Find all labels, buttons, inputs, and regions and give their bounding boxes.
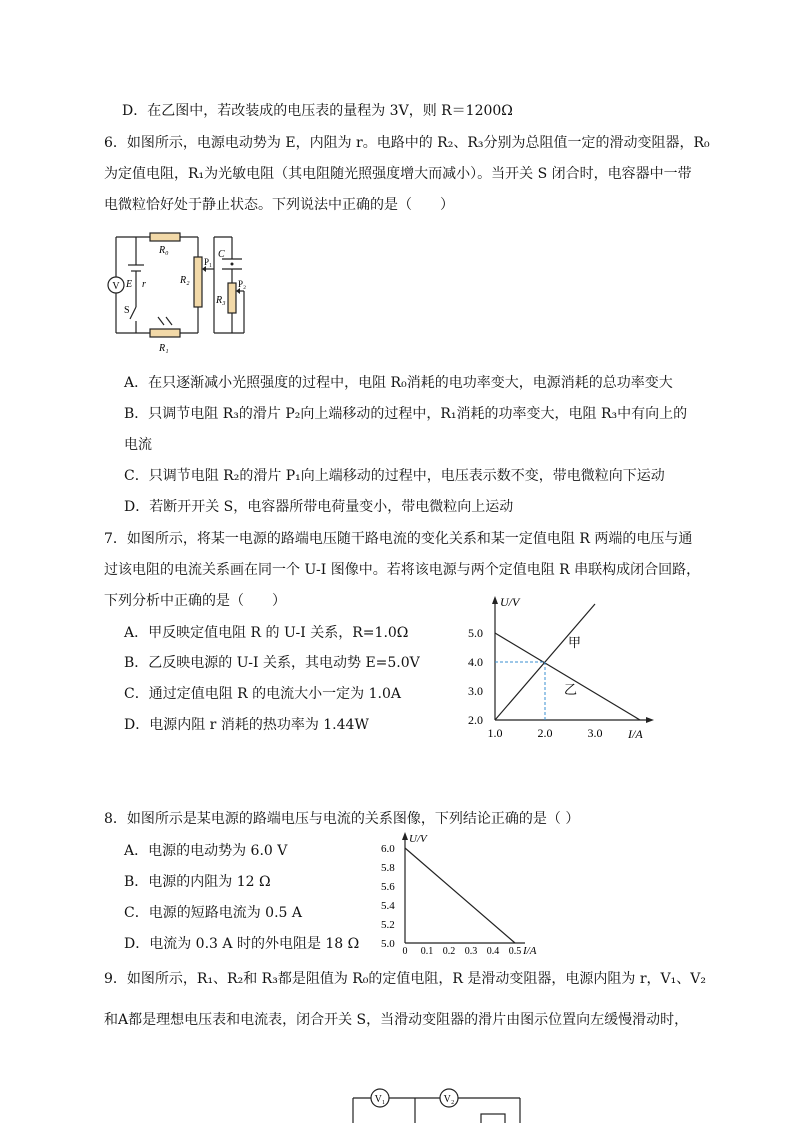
q6-fig-r1-label: R₁: [159, 343, 169, 354]
q7-ytick-2: 2.0: [468, 713, 483, 727]
q6-fig-r3-label: R₃: [216, 295, 226, 306]
q7-ylabel: U/V: [500, 595, 520, 609]
q8-xtick-0.2: 0.2: [442, 946, 456, 957]
q7-xtick-1: 1.0: [487, 726, 503, 740]
q7-option-a: A．甲反映定值电阻 R 的 U-I 关系，R=1.0Ω: [124, 625, 409, 641]
q6-fig-r0-label: R₀: [159, 245, 169, 256]
q6-stem-line-1: 6．如图所示，电源电动势为 E，内阻为 r。电路中的 R₂、R₃分别为总阻值一定的滑动变阻器，R₀: [104, 135, 710, 151]
q8-ytick-5.2: 5.2: [381, 919, 395, 931]
q7-stem-line-1: 7．如图所示，将某一电源的路端电压随干路电流的变化关系和某一定值电阻 R 两端的电压与通: [104, 531, 693, 547]
q7-xlabel: I/A: [628, 727, 643, 741]
q6-fig-r-label: r: [142, 279, 146, 290]
q8-ylabel: U/V: [409, 833, 427, 845]
q6-fig-c-label: C: [218, 249, 225, 260]
q8-ytick-5.4: 5.4: [381, 900, 395, 912]
q9-stem-line-2: 和A都是理想电压表和电流表，闭合开关 S，当滑动变阻器的滑片由图示位置向左缓慢滑动时，: [104, 1012, 689, 1028]
q6-option-b-cont: 电流: [124, 437, 152, 453]
q6-option-c: C．只调节电阻 R₂的滑片 P₁向上端移动的过程中，电压表示数不变，带电微粒向下运动: [124, 468, 665, 484]
q7-stem-line-2: 过该电阻的电流关系画在同一个 U-I 图像中。若将该电源与两个定值电阻 R 串联构成闭合回路，: [104, 562, 701, 578]
q7-xtick-3: 3.0: [587, 726, 603, 740]
q7-label-jia: 甲: [568, 635, 582, 650]
q8-xtick-0.5: 0.5: [508, 946, 522, 957]
q6-circuit-diagram: [100, 225, 260, 360]
q6-option-a: A．在只逐渐减小光照强度的过程中，电阻 R₀消耗的电功率变大，电源消耗的总功率变大: [124, 375, 673, 391]
q9-stem-line-1: 9．如图所示，R₁、R₂和 R₃都是阻值为 R₀的定值电阻，R 是滑动变阻器，电源内阻为 r，V₁、V₂: [104, 971, 706, 987]
q7-ui-graph: [460, 590, 660, 745]
q8-option-d: D．电流为 0.3 A 时的外电阻是 18 Ω: [124, 936, 360, 952]
q8-option-a: A．电源的电动势为 6.0 V: [124, 843, 288, 859]
q7-xtick-2: 2.0: [537, 726, 553, 740]
q8-xtick-0.1: 0.1: [420, 946, 434, 957]
q8-ytick-5.0: 5.0: [381, 938, 395, 950]
q7-ytick-3: 3.0: [468, 684, 483, 698]
q6-fig-p2-label: P₂: [238, 279, 247, 289]
q6-option-b: B．只调节电阻 R₃的滑片 P₂向上端移动的过程中，R₁消耗的功率变大，电阻 R₃中有向上的: [124, 406, 688, 422]
q8-xtick-0: 0: [402, 946, 408, 957]
q8-option-c: C．电源的短路电流为 0.5 A: [124, 905, 302, 921]
q8-ytick-6.0: 6.0: [381, 843, 395, 855]
q7-stem-line-3: 下列分析中正确的是（ ）: [104, 593, 286, 609]
q6-fig-e-label: E: [126, 279, 133, 290]
q7-ytick-5: 5.0: [468, 626, 483, 640]
q6-fig-voltmeter-label: V: [112, 281, 120, 292]
q6-fig-s-label: S: [124, 305, 130, 316]
q6-stem-line-2: 为定值电阻，R₁为光敏电阻（其电阻随光照强度增大而减小）。当开关 S 闭合时，电容器中一带: [104, 166, 692, 182]
q6-fig-p1-label: P₁: [204, 257, 213, 267]
q6-stem-line-3: 电微粒恰好处于静止状态。下列说法中正确的是（ ）: [104, 197, 454, 213]
q7-option-d: D．电源内阻 r 消耗的热功率为 1.44W: [124, 717, 369, 733]
q7-label-yi: 乙: [564, 682, 578, 697]
q8-series-line: [405, 848, 515, 943]
q8-stem: 8．如图所示是某电源的路端电压与电流的关系图像，下列结论正确的是（ ）: [104, 811, 580, 827]
q7-option-c: C．通过定值电阻 R 的电流大小一定为 1.0A: [124, 686, 401, 702]
q8-ui-graph: [375, 828, 550, 958]
q9-fig-v1-label: V₁: [374, 1094, 386, 1105]
q7-option-b: B．乙反映电源的 U-I 关系，其电动势 E=5.0V: [124, 655, 420, 671]
q8-ytick-5.6: 5.6: [381, 881, 395, 893]
q9-fig-v2-label: V₂: [443, 1094, 455, 1105]
q8-xtick-0.3: 0.3: [464, 946, 478, 957]
q8-option-b: B．电源的内阻为 12 Ω: [124, 874, 271, 890]
q7-ytick-4: 4.0: [468, 655, 483, 669]
q8-xlabel: I/A: [523, 945, 537, 957]
q8-ytick-5.8: 5.8: [381, 862, 395, 874]
q6-fig-r2-label: R₂: [180, 275, 190, 286]
q6-option-d: D．若断开开关 S，电容器所带电荷量变小，带电微粒向上运动: [124, 499, 514, 515]
q9-circuit-diagram-partial: [345, 1080, 545, 1123]
q8-xtick-0.4: 0.4: [486, 946, 500, 957]
q5-option-d: D．在乙图中，若改装成的电压表的量程为 3V，则 R＝1200Ω: [122, 103, 513, 119]
